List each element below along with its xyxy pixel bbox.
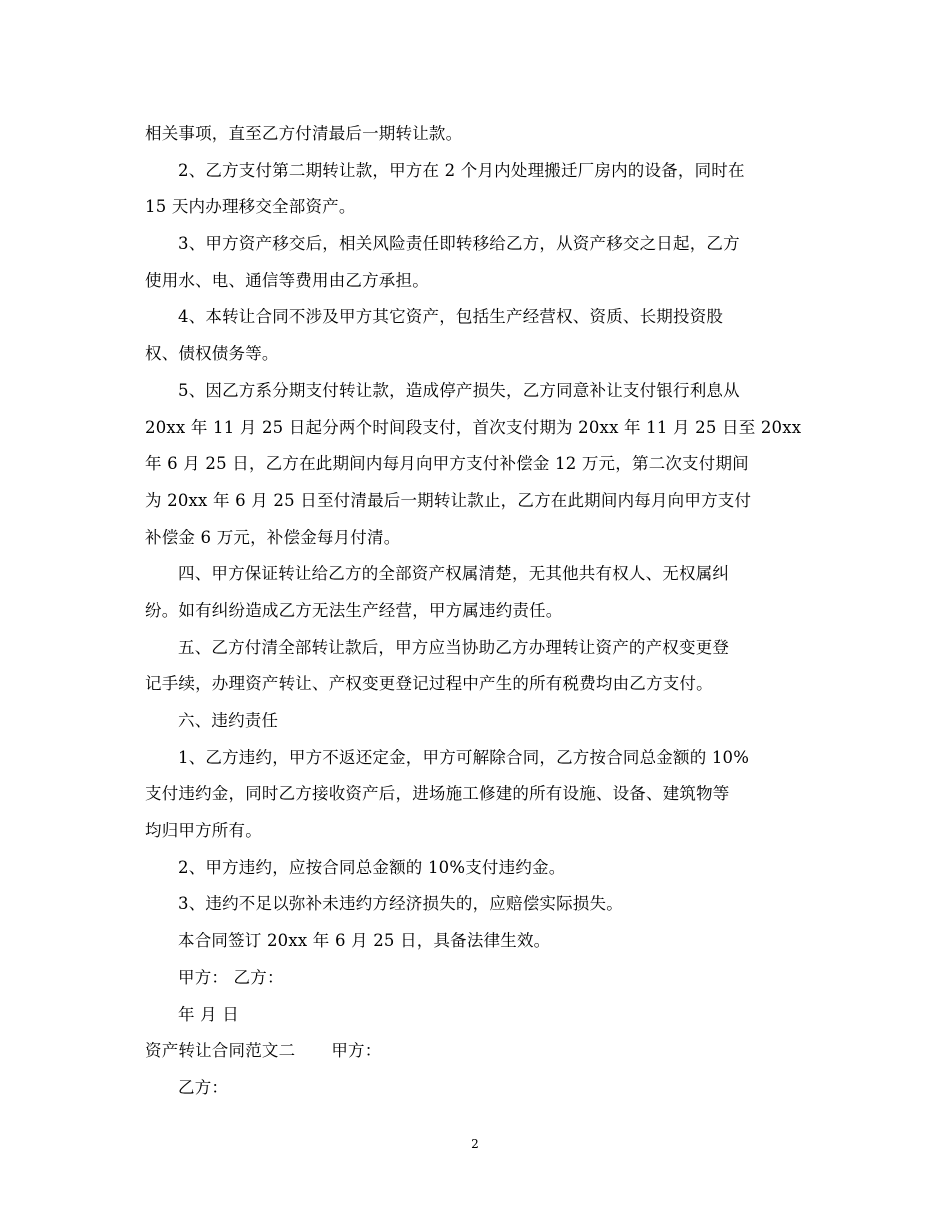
text-line: 本合同签订 20xx 年 6 月 25 日，具备法律生效。 xyxy=(178,931,551,951)
text-line: 4、本转让合同不涉及甲方其它资产，包括生产经营权、资质、长期投资股 xyxy=(178,307,724,327)
text-line: 5、因乙方系分期支付转让款，造成停产损失，乙方同意补让支付银行利息从 xyxy=(178,380,740,400)
text-line: 均归甲方所有。 xyxy=(145,821,262,841)
text-line: 3、违约不足以弥补未违约方经济损失的，应赔偿实际损失。 xyxy=(178,894,623,914)
second-contract-title: 资产转让合同范文二 xyxy=(145,1041,296,1061)
text-line: 15 天内办理移交全部资产。 xyxy=(145,197,356,217)
document-body xyxy=(145,116,810,1107)
text-line: 20xx 年 11 月 25 日起分两个时间段支付，首次支付期为 20xx 年 11 月 25 日至 20xx xyxy=(145,417,802,437)
text-line: 四、甲方保证转让给乙方的全部资产权属清楚，无其他共有权人、无权属纠 xyxy=(178,564,730,584)
text-line: 3、甲方资产移交后，相关风险责任即转移给乙方，从资产移交之日起，乙方 xyxy=(178,234,740,254)
page-number: 2 xyxy=(471,1137,479,1151)
text-line: 五、乙方付清全部转让款后，甲方应当协助乙方办理转让资产的产权变更登 xyxy=(178,637,730,657)
text-line: 补偿金 6 万元，补偿金每月付清。 xyxy=(145,527,401,547)
second-contract-header xyxy=(145,1033,810,1070)
text-line: 年 6 月 25 日，乙方在此期间内每月向甲方支付补偿金 12 万元，第二次支付期间 xyxy=(145,454,749,474)
text-line: 相关事项，直至乙方付清最后一期转让款。 xyxy=(145,124,463,143)
section-heading: 六、违约责任 xyxy=(178,711,279,730)
text-line: 记手续，办理资产转让、产权变更登记过程中产生的所有税费均由乙方支付。 xyxy=(145,674,713,694)
text-line: 支付违约金，同时乙方接收资产后，进场施工修建的所有设施、设备、建筑物等 xyxy=(145,784,730,804)
text-line: 2、甲方违约，应按合同总金额的 10%支付违约金。 xyxy=(178,857,566,877)
signature-line: 甲方： 乙方： xyxy=(178,967,284,987)
text-line: 纷。如有纠纷造成乙方无法生产经营，甲方属违约责任。 xyxy=(145,600,563,620)
text-line: 为 20xx 年 6 月 25 日至付清最后一期转让款止，乙方在此期间内每月向甲方支付 xyxy=(145,490,752,510)
second-contract-party-b: 乙方： xyxy=(178,1077,229,1097)
text-line: 权、债权债务等。 xyxy=(145,344,279,364)
text-line: 使用水、电、通信等费用由乙方承担。 xyxy=(145,270,429,290)
second-contract-party-a: 甲方： xyxy=(331,1041,382,1061)
text-line: 1、乙方违约，甲方不返还定金，甲方可解除合同，乙方按合同总金额的 10% xyxy=(178,747,750,767)
text-line: 2、乙方支付第二期转让款，甲方在 2 个月内处理搬迁厂房内的设备，同时在 xyxy=(178,160,745,180)
date-line: 年 月 日 xyxy=(178,1004,239,1024)
